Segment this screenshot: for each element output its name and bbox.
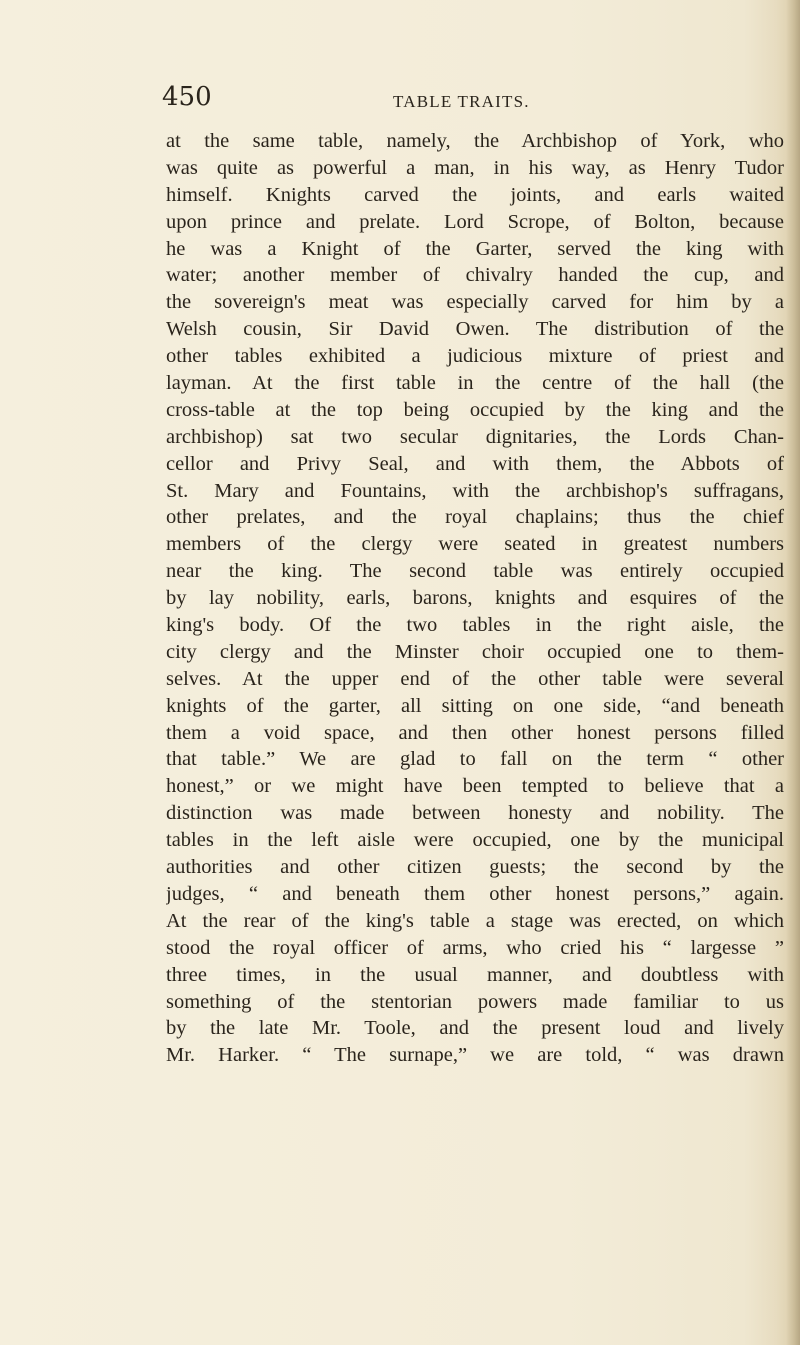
text-line: knights of the garter, all sitting on one side, “and beneath — [166, 694, 784, 717]
text-line: St. Mary and Fountains, with the archbishop's suffragans, — [166, 479, 784, 502]
page-header — [0, 82, 800, 122]
text-line: the sovereign's meat was especially carved for him by a — [166, 291, 784, 314]
text-line: cross-table at the top being occupied by the king and the — [166, 398, 784, 421]
text-line: cellor and Privy Seal, and with them, the Abbots of — [166, 452, 784, 475]
text-line: layman. At the first table in the centre of the hall (the — [166, 372, 784, 395]
text-line: that table.” We are glad to fall on the term “ other — [166, 748, 784, 771]
running-head: TABLE TRAITS. — [393, 92, 530, 111]
text-line: Mr. Harker. “ The surnape,” we are told, “ was drawn — [166, 1044, 784, 1067]
text-line: other prelates, and the royal chaplains; thus the chief — [166, 506, 784, 529]
text-line: water; another member of chivalry handed the cup, and — [166, 264, 784, 287]
text-line: them a void space, and then other honest persons filled — [166, 721, 784, 744]
text-line: At the rear of the king's table a stage was erected, on which — [166, 909, 784, 932]
text-line: was quite as powerful a man, in his way, as Henry Tudor — [166, 156, 784, 179]
text-line: by the late Mr. Toole, and the present loud and lively — [166, 1017, 784, 1040]
text-line: distinction was made between honesty and nobility. The — [166, 802, 784, 825]
text-line: near the king. The second table was entirely occupied — [166, 560, 784, 583]
text-line: tables in the left aisle were occupied, one by the municipal — [166, 829, 784, 852]
text-line: members of the clergy were seated in greatest numbers — [166, 533, 784, 556]
text-line: judges, “ and beneath them other honest persons,” again. — [166, 882, 784, 905]
page-edge-shadow — [786, 0, 800, 1345]
text-line: himself. Knights carved the joints, and earls waited — [166, 183, 784, 206]
text-line: upon prince and prelate. Lord Scrope, of Bolton, because — [166, 210, 784, 233]
text-line: something of the stentorian powers made familiar to us — [166, 990, 784, 1013]
text-line: at the same table, namely, the Archbishop of York, who — [166, 130, 784, 152]
text-line: honest,” or we might have been tempted to believe that a — [166, 775, 784, 798]
body-text — [166, 128, 784, 1069]
text-line: he was a Knight of the Garter, served the king with — [166, 237, 784, 260]
page-number: 450 — [162, 82, 212, 112]
text-line: other tables exhibited a judicious mixture of priest and — [166, 345, 784, 368]
text-line: three times, in the usual manner, and doubtless with — [166, 963, 784, 986]
text-line: selves. At the upper end of the other table were several — [166, 667, 784, 690]
text-line: authorities and other citizen guests; the second by the — [166, 856, 784, 879]
text-line: archbishop) sat two secular dignitaries, the Lords Chan- — [166, 425, 784, 448]
text-line: city clergy and the Minster choir occupied one to them- — [166, 640, 784, 663]
text-line: by lay nobility, earls, barons, knights and esquires of the — [166, 587, 784, 610]
text-line: Welsh cousin, Sir David Owen. The distribution of the — [166, 318, 784, 341]
text-line: stood the royal officer of arms, who cried his “ largesse ” — [166, 936, 784, 959]
text-line: king's body. Of the two tables in the right aisle, the — [166, 614, 784, 637]
